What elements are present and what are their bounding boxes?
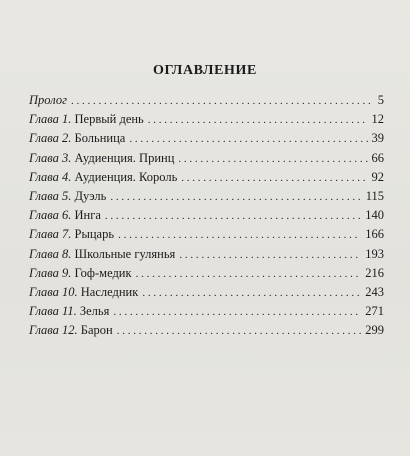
toc-entry-chapter-12	[29, 321, 384, 340]
entry-page-number: 92	[371, 169, 384, 184]
entry-prefix: Глава 9.	[29, 265, 72, 280]
dot-leader	[129, 130, 367, 149]
entry-title: Аудиенция. Принц	[74, 150, 175, 165]
entry-page-number: 39	[371, 131, 384, 146]
entry-label	[29, 225, 114, 244]
entry-page-number: 66	[371, 150, 384, 165]
toc-entry-chapter-9	[29, 264, 384, 283]
toc-entry-chapter-1	[29, 110, 384, 129]
toc-entry-chapter-8	[29, 245, 384, 264]
dot-leader	[118, 226, 361, 245]
entry-prefix: Глава 5.	[29, 188, 72, 203]
dot-leader	[110, 188, 361, 207]
toc-entry-chapter-4	[29, 168, 384, 187]
entry-prefix: Глава 12.	[29, 323, 78, 338]
entry-prefix: Глава 11.	[29, 304, 77, 319]
entry-prefix: Глава 7.	[29, 227, 72, 242]
toc-entry-chapter-10	[29, 283, 384, 302]
entry-title: Дуэль	[74, 188, 107, 203]
dot-leader	[178, 150, 367, 169]
entry-page-number: 12	[371, 112, 384, 127]
entry-title: Больница	[74, 131, 126, 146]
dot-leader	[179, 246, 361, 265]
entry-prefix: Глава 3.	[29, 150, 72, 165]
dot-leader	[142, 284, 361, 303]
entry-title: Аудиенция. Король	[74, 169, 178, 184]
entry-prefix: Глава 2.	[29, 131, 72, 146]
entry-title: Гоф-медик	[74, 265, 132, 280]
entry-page-number: 271	[365, 304, 384, 319]
toc-list	[29, 91, 384, 340]
entry-title: Наследник	[80, 284, 139, 299]
dot-leader	[117, 322, 362, 341]
entry-label	[29, 110, 144, 129]
toc-entry-chapter-3	[29, 149, 384, 168]
entry-title: Зелья	[79, 304, 110, 319]
entry-title: Инга	[74, 208, 101, 223]
entry-page-number: 216	[365, 265, 384, 280]
entry-title: Школьные гулянья	[74, 246, 176, 261]
dot-leader	[136, 265, 362, 284]
entry-prefix: Глава 1.	[29, 112, 72, 127]
entry-label	[29, 321, 113, 340]
dot-leader	[71, 92, 374, 111]
dot-leader	[113, 303, 361, 322]
entry-prefix: Глава 10.	[29, 284, 78, 299]
entry-page-number: 115	[365, 188, 384, 203]
entry-label	[29, 206, 101, 225]
entry-label	[29, 187, 106, 206]
entry-label	[29, 302, 109, 321]
toc-entry-chapter-5	[29, 187, 384, 206]
toc-entry-chapter-6	[29, 206, 384, 225]
dot-leader	[105, 207, 361, 226]
entry-page-number: 140	[365, 208, 384, 223]
toc-entry-chapter-7	[29, 225, 384, 244]
toc-heading: ОГЛАВЛЕНИЕ	[153, 63, 257, 78]
entry-prefix: Глава 8.	[29, 246, 72, 261]
entry-label	[29, 91, 67, 110]
entry-page-number: 166	[365, 227, 384, 242]
entry-page-number: 193	[365, 246, 384, 261]
entry-title: Первый день	[74, 112, 144, 127]
entry-title: Барон	[80, 323, 113, 338]
entry-page-number: 299	[365, 323, 384, 338]
entry-title: Рыцарь	[74, 227, 115, 242]
dot-leader	[148, 111, 368, 130]
entry-prefix: Пролог	[29, 93, 67, 107]
entry-prefix: Глава 6.	[29, 208, 72, 223]
entry-label	[29, 129, 125, 148]
toc-entry-prologue	[29, 91, 384, 110]
entry-page-number: 243	[365, 284, 384, 299]
entry-label	[29, 245, 175, 264]
entry-label	[29, 264, 132, 283]
entry-label	[29, 149, 174, 168]
toc-entry-chapter-2	[29, 129, 384, 148]
toc-entry-chapter-11	[29, 302, 384, 321]
dot-leader	[181, 169, 367, 188]
entry-label	[29, 283, 138, 302]
entry-page-number: 5	[377, 93, 384, 107]
entry-prefix: Глава 4.	[29, 169, 72, 184]
entry-label	[29, 168, 177, 187]
